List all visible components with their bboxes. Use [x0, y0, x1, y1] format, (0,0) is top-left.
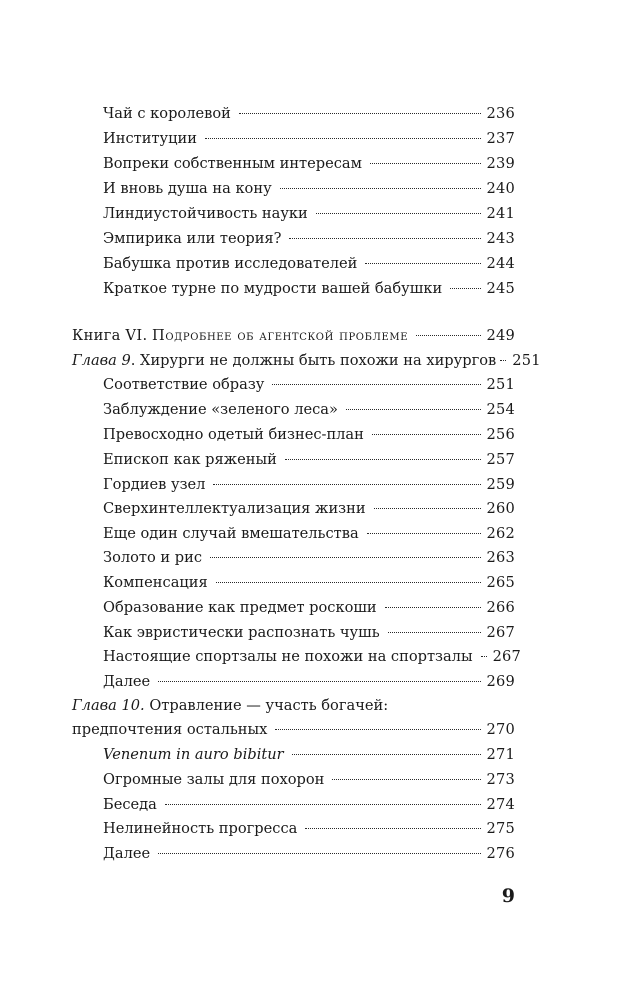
toc-entry	[103, 793, 515, 817]
toc-entry-title: Огромные залы для похорон	[103, 771, 325, 788]
toc-chapter-heading-continuation	[72, 718, 515, 742]
toc-entry-page: 274	[486, 796, 515, 813]
leader-dots	[370, 163, 481, 164]
leader-dots	[481, 656, 487, 657]
toc-entry	[103, 768, 515, 792]
toc-entry	[103, 102, 515, 126]
toc-entry-title: Превосходно одетый бизнес-план	[103, 426, 364, 443]
toc-entry	[103, 817, 515, 841]
toc-entry-page: 269	[486, 673, 515, 690]
toc-entry	[103, 596, 515, 620]
toc-book-heading	[72, 324, 515, 348]
book-label: Книга VI.	[72, 327, 148, 344]
toc-entry-page: 251	[486, 376, 515, 393]
toc-entry	[103, 842, 515, 866]
toc-entry-page: 236	[486, 105, 515, 122]
leader-dots	[158, 853, 480, 854]
toc-entry	[103, 398, 515, 422]
toc-chapter-title-wrap	[72, 349, 496, 373]
toc-entry	[103, 152, 515, 176]
toc-entry-title: Нелинейность прогресса	[103, 820, 298, 837]
chapter-prefix: Глава 9	[72, 352, 131, 369]
toc-book-title-wrap	[72, 324, 408, 348]
toc-entry	[103, 546, 515, 570]
leader-dots	[500, 360, 506, 361]
toc-entry-page: 245	[486, 280, 515, 297]
toc-entry-page: 240	[486, 180, 515, 197]
toc-entry	[103, 621, 515, 645]
toc-entry-title: Еще один случай вмешательства	[103, 525, 359, 542]
leader-dots	[289, 238, 480, 239]
toc-chapter-heading	[72, 694, 388, 718]
toc-entry-title: Заблуждение «зеленого леса»	[103, 401, 338, 418]
toc-entry-title: Беседа	[103, 796, 157, 813]
toc-entry	[103, 522, 515, 546]
toc-entry-page: 267	[492, 648, 522, 665]
leader-dots	[365, 263, 480, 264]
toc-entry-title: Настоящие спортзалы не похожи на спортзалы	[103, 648, 473, 665]
toc-entry-title: Золото и рис	[103, 549, 203, 566]
toc-entry-title: Далее	[103, 845, 151, 862]
toc-entry-page: 273	[486, 771, 515, 788]
toc-entry	[103, 448, 515, 472]
leader-dots	[388, 632, 481, 633]
toc-entry	[103, 373, 515, 397]
toc-entry-title: Сверхинтеллектуализация жизни	[103, 500, 366, 517]
leader-dots	[158, 681, 480, 682]
leader-dots	[292, 754, 481, 755]
toc-entry	[103, 202, 515, 226]
toc-entry-page: 270	[486, 721, 515, 738]
toc-entry-page: 275	[486, 820, 515, 837]
toc-entry-title: Образование как предмет роскоши	[103, 599, 377, 616]
toc-entry-title: Гордиев узел	[103, 476, 206, 493]
toc-entry	[103, 743, 515, 767]
leader-dots	[305, 828, 480, 829]
toc-entry	[103, 645, 522, 669]
toc-entry-page: 260	[486, 500, 515, 517]
toc-entry-title: И вновь душа на кону	[103, 180, 272, 197]
toc-entry-title: Институции	[103, 130, 197, 147]
toc-entry-page: 254	[486, 401, 515, 418]
toc-entry-title: Далее	[103, 673, 151, 690]
toc-entry-page: 249	[486, 327, 515, 344]
chapter-title: Отравление — участь богачей:	[144, 697, 389, 714]
toc-entry-page: 265	[486, 574, 515, 591]
toc-entry	[103, 670, 515, 694]
toc-entry-title: Чай с королевой	[103, 105, 231, 122]
leader-dots	[374, 508, 481, 509]
chapter-title: . Хирурги не должны быть похожи на хирургов	[130, 352, 497, 369]
toc-entry	[103, 227, 515, 251]
book-title: Подробнее об агентской проблеме	[152, 327, 409, 344]
toc-entry-page: 243	[486, 230, 515, 247]
toc-chapter-heading	[72, 349, 541, 373]
toc-entry-page: 276	[486, 845, 515, 862]
leader-dots	[372, 434, 481, 435]
page-number: 9	[501, 885, 515, 907]
toc-entry-page: 257	[486, 451, 515, 468]
leader-dots	[165, 804, 481, 805]
toc-entry-title: Эмпирика или теория?	[103, 230, 282, 247]
toc-entry	[103, 127, 515, 151]
leader-dots	[280, 188, 481, 189]
leader-dots	[416, 335, 480, 336]
toc-entry-title: Вопреки собственным интересам	[103, 155, 362, 172]
toc-entry	[103, 473, 515, 497]
toc-entry	[103, 423, 515, 447]
toc-entry-page: 237	[486, 130, 515, 147]
toc-entry-page: 244	[486, 255, 515, 272]
leader-dots	[385, 607, 481, 608]
leader-dots	[239, 113, 481, 114]
toc-entry-page: 263	[486, 549, 515, 566]
toc-entry-title: Бабушка против исследователей	[103, 255, 358, 272]
toc-entry	[103, 277, 515, 301]
toc-entry	[103, 177, 515, 201]
leader-dots	[216, 582, 481, 583]
toc-entry-title: Venenum in auro bibitur	[103, 746, 284, 763]
toc-entry	[103, 252, 515, 276]
toc-entry-page: 251	[512, 352, 541, 369]
toc-entry-title: Компенсация	[103, 574, 208, 591]
toc-entry-title: Линдиустойчивость науки	[103, 205, 308, 222]
toc-entry-page: 267	[486, 624, 515, 641]
chapter-title-continuation: предпочтения остальных	[72, 721, 268, 738]
leader-dots	[346, 409, 481, 410]
leader-dots	[332, 779, 480, 780]
leader-dots	[367, 533, 481, 534]
leader-dots	[316, 213, 481, 214]
toc-entry-title: Епископ как ряженый	[103, 451, 277, 468]
toc-entry-page: 256	[486, 426, 515, 443]
toc-entry-title: Как эвристически распознать чушь	[103, 624, 380, 641]
leader-dots	[450, 288, 480, 289]
toc-entry-page: 259	[486, 476, 515, 493]
leader-dots	[285, 459, 481, 460]
leader-dots	[272, 384, 480, 385]
toc-entry	[103, 497, 515, 521]
toc-entry-page: 271	[486, 746, 515, 763]
leader-dots	[275, 729, 480, 730]
toc-entry-page: 266	[486, 599, 515, 616]
toc-entry-title: Краткое турне по мудрости вашей бабушки	[103, 280, 443, 297]
leader-dots	[210, 557, 480, 558]
toc-entry-title: Соответствие образу	[103, 376, 265, 393]
toc-entry	[103, 571, 515, 595]
toc-entry-page: 262	[486, 525, 515, 542]
toc-entry-page: 241	[486, 205, 515, 222]
leader-dots	[205, 138, 481, 139]
toc-entry-page: 239	[486, 155, 515, 172]
chapter-prefix: Глава 10.	[72, 697, 145, 714]
leader-dots	[213, 484, 480, 485]
